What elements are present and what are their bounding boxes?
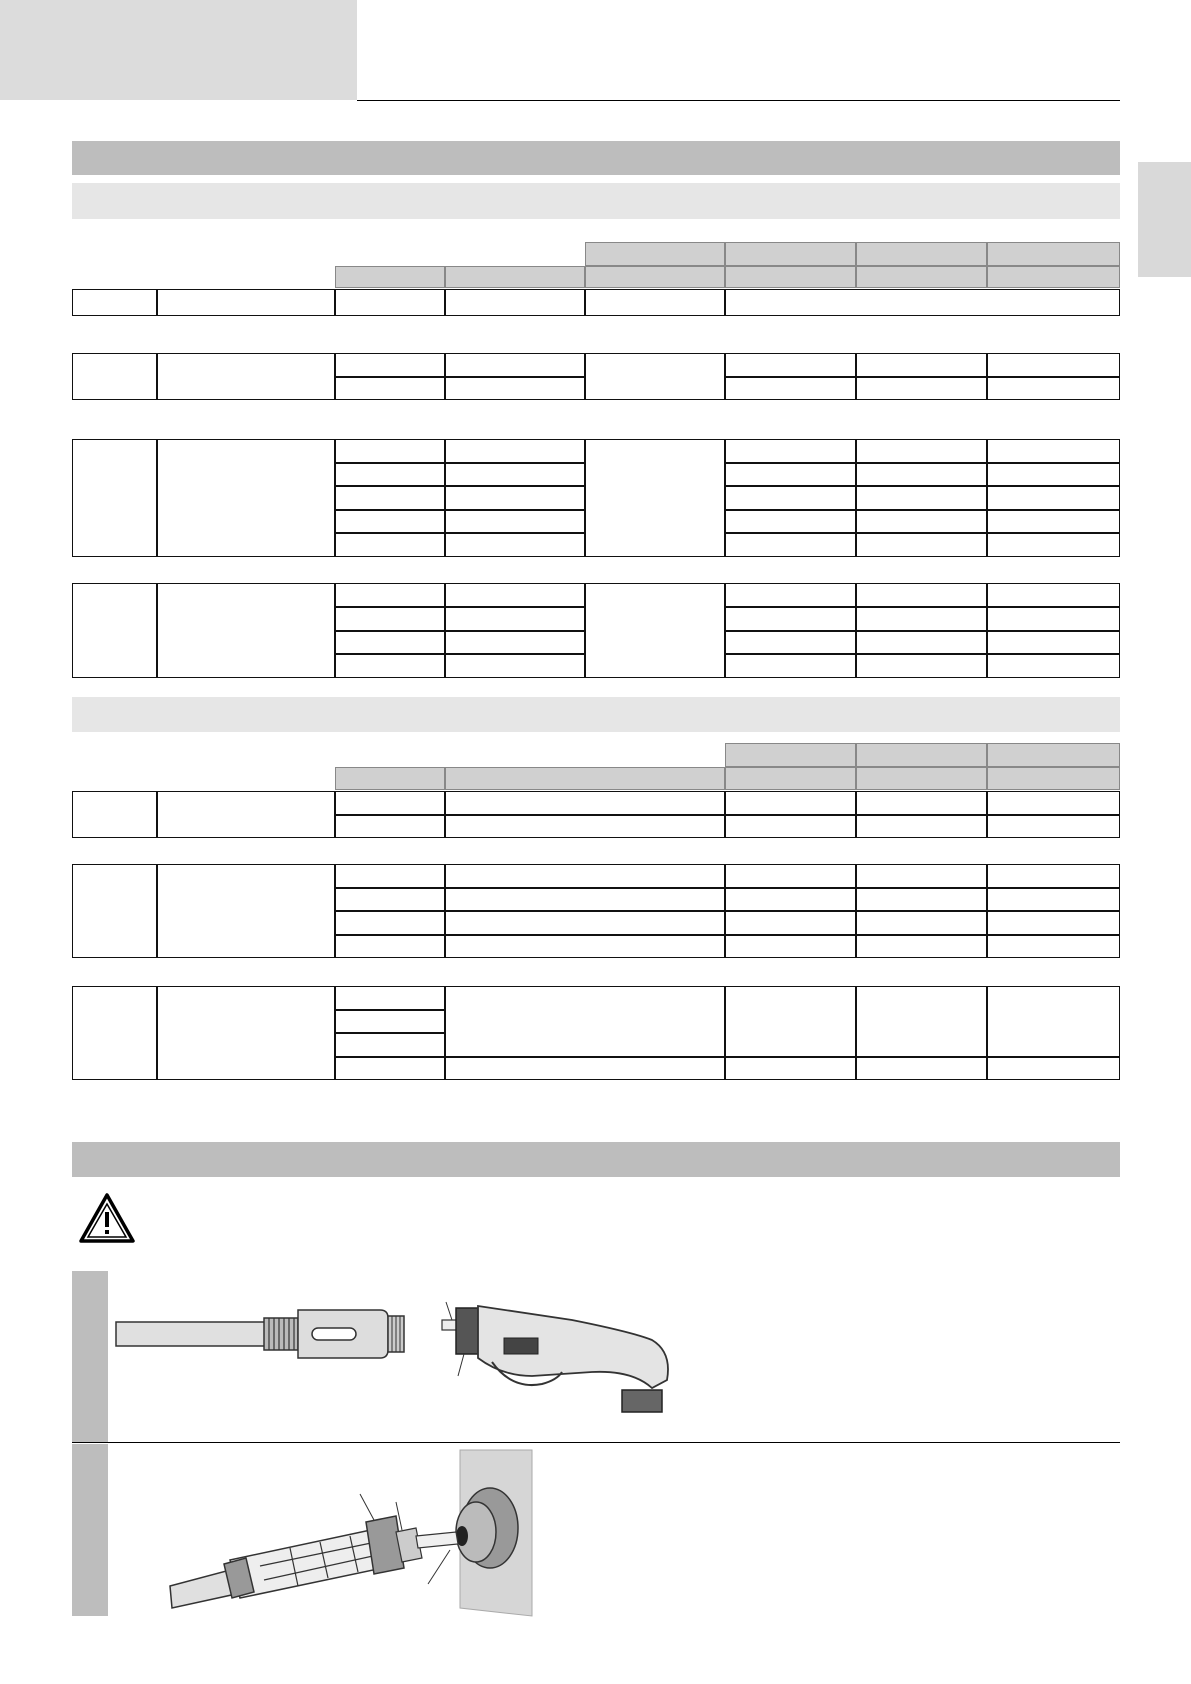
table-cell <box>445 791 725 815</box>
section-bar-specs <box>72 141 1120 175</box>
subsection-bar-1 <box>72 183 1120 219</box>
table-cell <box>335 631 445 655</box>
table-cell <box>335 791 445 815</box>
table-cell <box>987 911 1120 935</box>
table-cell <box>445 631 585 655</box>
table-cell <box>987 463 1120 487</box>
table-cell <box>157 439 335 557</box>
table-header-cell <box>445 266 585 288</box>
table-cell <box>157 353 335 400</box>
table-cell <box>987 533 1120 557</box>
table-cell <box>856 533 987 557</box>
table-cell <box>987 888 1120 912</box>
table-cell <box>725 607 856 631</box>
table-cell <box>585 439 725 557</box>
table-cell <box>725 911 856 935</box>
table-header-cell <box>725 743 856 767</box>
table-header-cell <box>725 767 856 790</box>
table-cell <box>725 377 856 401</box>
table-cell <box>445 486 585 510</box>
table-header-cell <box>987 266 1120 288</box>
table-cell <box>725 986 856 1057</box>
table-cell <box>856 986 987 1057</box>
table-cell <box>445 986 725 1057</box>
table-cell <box>585 583 725 678</box>
table-cell <box>725 510 856 534</box>
table-cell <box>987 583 1120 607</box>
table-cell <box>157 583 335 678</box>
step-1-illustration <box>112 1280 672 1440</box>
table-cell <box>987 864 1120 888</box>
table-cell <box>856 510 987 534</box>
table-cell <box>725 289 1120 316</box>
table-cell <box>335 463 445 487</box>
table-cell <box>335 986 445 1010</box>
table-cell <box>445 533 585 557</box>
table-cell <box>725 654 856 678</box>
table-cell <box>335 1057 445 1081</box>
table-cell <box>335 1033 445 1057</box>
table-cell <box>987 377 1120 401</box>
warning-triangle-icon <box>78 1192 136 1244</box>
table-cell <box>725 533 856 557</box>
table-cell <box>856 439 987 463</box>
table-cell <box>445 353 585 377</box>
table-cell <box>725 1057 856 1081</box>
table-cell <box>445 510 585 534</box>
table-header-cell <box>856 242 987 266</box>
table-header-cell <box>725 266 856 288</box>
step-2-marker <box>72 1444 108 1616</box>
table-cell <box>585 353 725 400</box>
table-cell <box>585 289 725 316</box>
table-cell <box>856 1057 987 1081</box>
step-2-illustration <box>160 1448 540 1618</box>
table-cell <box>445 289 585 316</box>
table-header-cell <box>335 767 445 790</box>
table-cell <box>856 815 987 839</box>
section-bar-assembly <box>72 1142 1120 1177</box>
table-header-cell <box>856 767 987 790</box>
table-cell <box>987 353 1120 377</box>
table-cell <box>445 463 585 487</box>
table-header-cell <box>725 242 856 266</box>
table-cell <box>335 510 445 534</box>
table-cell <box>987 510 1120 534</box>
table-cell <box>445 815 725 839</box>
table-cell <box>725 815 856 839</box>
table-cell <box>445 1057 725 1081</box>
table-cell <box>725 935 856 959</box>
table-cell <box>987 1057 1120 1081</box>
header-rule <box>357 100 1120 101</box>
table-cell <box>856 864 987 888</box>
table-header-cell <box>987 767 1120 790</box>
table-cell <box>987 654 1120 678</box>
table-cell <box>335 935 445 959</box>
table-cell <box>856 463 987 487</box>
table-cell <box>856 583 987 607</box>
table-cell <box>335 864 445 888</box>
table-cell <box>725 888 856 912</box>
table-cell <box>72 791 157 838</box>
table-cell <box>335 1010 445 1034</box>
table-cell <box>335 486 445 510</box>
table-cell <box>445 607 585 631</box>
table-cell <box>335 289 445 316</box>
table-cell <box>335 377 445 401</box>
table-cell <box>856 888 987 912</box>
table-cell <box>157 791 335 838</box>
table-cell <box>725 486 856 510</box>
table-cell <box>157 864 335 958</box>
table-cell <box>445 864 725 888</box>
table-cell <box>445 911 725 935</box>
table-cell <box>987 486 1120 510</box>
table-header-cell <box>987 242 1120 266</box>
table-cell <box>987 607 1120 631</box>
table-cell <box>335 583 445 607</box>
table-cell <box>335 654 445 678</box>
table-cell <box>335 888 445 912</box>
table-header-cell <box>856 743 987 767</box>
table-cell <box>987 935 1120 959</box>
table-cell <box>987 791 1120 815</box>
table-cell <box>725 439 856 463</box>
table-cell <box>987 815 1120 839</box>
table-cell <box>72 864 157 958</box>
table-cell <box>445 439 585 463</box>
table-header-cell <box>856 266 987 288</box>
table-cell <box>445 935 725 959</box>
table-cell <box>856 486 987 510</box>
table-cell <box>987 631 1120 655</box>
table-cell <box>445 377 585 401</box>
table-cell <box>856 377 987 401</box>
table-cell <box>157 289 335 316</box>
table-cell <box>445 888 725 912</box>
table-cell <box>335 911 445 935</box>
table-header-cell <box>335 266 445 288</box>
table-cell <box>856 353 987 377</box>
table-cell <box>72 439 157 557</box>
table-cell <box>725 583 856 607</box>
table-cell <box>72 353 157 400</box>
table-cell <box>856 791 987 815</box>
table-cell <box>725 791 856 815</box>
table-cell <box>335 607 445 631</box>
table-cell <box>856 654 987 678</box>
table-cell <box>987 986 1120 1057</box>
table-cell <box>856 607 987 631</box>
table-cell <box>335 815 445 839</box>
table-cell <box>335 439 445 463</box>
table-cell <box>335 533 445 557</box>
table-cell <box>856 911 987 935</box>
table-cell <box>725 631 856 655</box>
table-header-cell <box>585 242 725 266</box>
table-cell <box>72 986 157 1080</box>
table-cell <box>725 463 856 487</box>
header-tab <box>0 0 357 100</box>
side-chapter-tab <box>1138 162 1191 277</box>
subsection-bar-2 <box>72 697 1120 732</box>
table-header-cell <box>987 743 1120 767</box>
table-cell <box>856 935 987 959</box>
table-cell <box>725 864 856 888</box>
table-cell <box>72 289 157 316</box>
step-1-marker <box>72 1271 108 1443</box>
table-cell <box>335 353 445 377</box>
table-cell <box>157 986 335 1080</box>
table-cell <box>445 654 585 678</box>
step-separator <box>72 1442 1120 1443</box>
table-cell <box>725 353 856 377</box>
table-header-cell <box>585 266 725 288</box>
table-cell <box>445 583 585 607</box>
table-cell <box>987 439 1120 463</box>
table-header-cell <box>445 767 725 790</box>
table-cell <box>856 631 987 655</box>
table-cell <box>72 583 157 678</box>
